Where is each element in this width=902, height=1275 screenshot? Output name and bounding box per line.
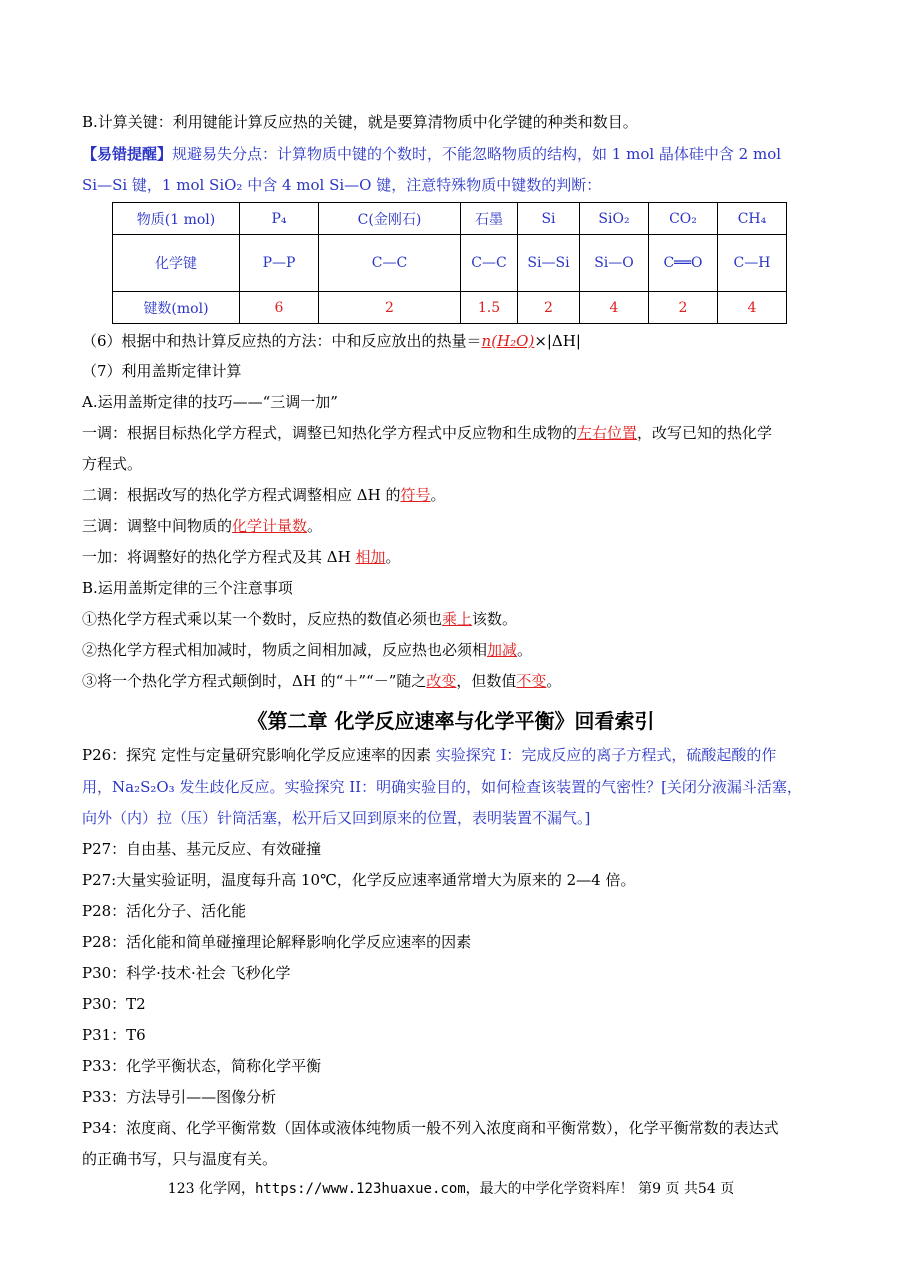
- cell-bond: C—C: [319, 235, 461, 292]
- section-b-calc: B.计算关键：利用键能计算反应热的关键，就是要算清物质中化学键的种类和数目。: [82, 113, 638, 131]
- cell-substance: CO₂: [649, 203, 718, 235]
- note-1-tail: 该数。: [472, 610, 518, 628]
- footer-tail: ，最大的中学化学资料库！ 第9 页 共54 页: [465, 1181, 735, 1197]
- reminder-text-1: 规避易失分点：计算物质中键的个数时，不能忽略物质的结构，如 1 mol 晶体硅中含 2 mol: [172, 145, 782, 163]
- reminder-line-2: Si—Si 键，1 mol SiO₂ 中含 4 mol Si—O 键，注意特殊物质中键数的判断：: [82, 176, 602, 194]
- index-line: P33：化学平衡状态，简称化学平衡: [82, 1057, 322, 1075]
- cell-substance: 石墨: [461, 203, 518, 235]
- table-row-count: [113, 292, 787, 324]
- item-7: （7）利用盖斯定律计算: [82, 362, 242, 380]
- cell-bond: C—H: [718, 235, 787, 292]
- step-2-keyword: 符号: [400, 486, 431, 504]
- index-line: P27:大量实验证明，温度每升高 10℃，化学反应速率通常增大为原来的 2—4 倍。: [82, 871, 636, 889]
- item-6: [82, 330, 581, 351]
- item-6-prefix: （6）根据中和热计算反应热的方法：中和反应放出的热量＝: [82, 332, 482, 350]
- cell-substance: Si: [518, 203, 580, 235]
- p26-line-2: 用，Na₂S₂O₃ 发生歧化反应。实验探究 II：明确实验目的，如何检查该装置的气密性？[关闭分液漏斗活塞，: [82, 778, 802, 796]
- note-2-text: ②热化学方程式相加减时，物质之间相加减，反应热也必须相: [82, 641, 488, 659]
- cell-substance: SiO₂: [580, 203, 649, 235]
- note-3: [82, 670, 561, 691]
- note-3-text: ③将一个热化学方程式颠倒时，ΔH 的“＋”“－”随之: [82, 672, 427, 690]
- index-line: 的正确书写，只与温度有关。: [82, 1150, 278, 1168]
- reminder-line-1: [82, 143, 781, 164]
- cell-count: 2: [518, 292, 580, 324]
- step-4: [82, 546, 400, 567]
- step-1-continued: 方程式。: [82, 455, 143, 473]
- cell-bond: P—P: [240, 235, 319, 292]
- step-3-tail: 。: [307, 517, 323, 535]
- cell-count: 2: [319, 292, 461, 324]
- step-4-tail: 。: [385, 548, 401, 566]
- step-4-text: 一加：将调整好的热化学方程式及其 ΔH: [82, 548, 356, 566]
- reminder-tag: 【易错提醒】: [82, 145, 173, 163]
- note-2-keyword: 加减: [487, 641, 518, 659]
- cell-substance: CH₄: [718, 203, 787, 235]
- step-2: [82, 484, 445, 505]
- step-1-tail: ，改写已知的热化学: [637, 424, 773, 442]
- cell-bond: C—C: [461, 235, 518, 292]
- table-row-bond: [113, 235, 787, 292]
- cell-bond: Si—Si: [518, 235, 580, 292]
- p26-blue-1: 实验探究 I：完成反应的离子方程式，硫酸起酸的作: [430, 746, 777, 764]
- p26-line-3: 向外（内）拉（压）针筒活塞，松开后又回到原来的位置，表明装置不漏气。]: [82, 809, 591, 827]
- index-line: P34：浓度商、化学平衡常数（固体或液体纯物质一般不列入浓度商和平衡常数），化学平衡常数的表达式: [82, 1119, 779, 1137]
- step-1-text: 一调：根据目标热化学方程式，调整已知热化学方程式中反应物和生成物的: [82, 424, 578, 442]
- hess-technique-heading: A.运用盖斯定律的技巧——“三调一加”: [82, 393, 338, 411]
- note-2: [82, 639, 532, 660]
- index-line: P31：T6: [82, 1026, 146, 1044]
- note-1-keyword: 乘上: [442, 610, 473, 628]
- cell-substance: P₄: [240, 203, 319, 235]
- note-3-tail: 。: [546, 672, 562, 690]
- index-line: P30：T2: [82, 995, 146, 1013]
- index-line: P28：活化分子、活化能: [82, 902, 247, 920]
- step-1: [82, 422, 772, 443]
- note-1: [82, 608, 517, 629]
- cell-bond: C══O: [649, 235, 718, 292]
- bond-count-table: [112, 202, 787, 324]
- note-3-keyword: 改变: [426, 672, 457, 690]
- note-2-tail: 。: [517, 641, 533, 659]
- cell-count: 1.5: [461, 292, 518, 324]
- step-2-tail: 。: [430, 486, 446, 504]
- cell-substance: C(金刚石): [319, 203, 461, 235]
- footer-site: 123 化学网，: [167, 1181, 255, 1197]
- cell-count: 2: [649, 292, 718, 324]
- note-3-keyword-2: 不变: [516, 672, 547, 690]
- note-1-text: ①热化学方程式乘以某一个数时，反应热的数值必须也: [82, 610, 443, 628]
- index-line: P27：自由基、基元反应、有效碰撞: [82, 840, 322, 858]
- step-3-text: 三调：调整中间物质的: [82, 517, 233, 535]
- neutralization-formula: n(H₂O): [481, 332, 535, 350]
- cell-count: 4: [718, 292, 787, 324]
- note-3-middle: ，但数值: [456, 672, 517, 690]
- step-3-keyword: 化学计量数: [232, 517, 308, 535]
- chapter-title: 《第二章 化学反应速率与化学平衡》回看索引: [247, 709, 655, 733]
- p26-text: P26：探究 定性与定量研究影响化学反应速率的因素: [82, 746, 431, 764]
- cell-count: 4: [580, 292, 649, 324]
- step-1-keyword: 左右位置: [577, 424, 638, 442]
- table-row-substance: [113, 203, 787, 235]
- index-line: P28：活化能和简单碰撞理论解释影响化学反应速率的因素: [82, 933, 472, 951]
- p26-line-1: [82, 744, 776, 765]
- index-line: P33：方法导引——图像分析: [82, 1088, 277, 1106]
- step-2-text: 二调：根据改写的热化学方程式调整相应 ΔH 的: [82, 486, 401, 504]
- step-3: [82, 515, 322, 536]
- footer-url-link[interactable]: https://www.123huaxue.com: [254, 1181, 466, 1197]
- index-line: P30：科学·技术·社会 飞秒化学: [82, 964, 291, 982]
- page-footer: [0, 1178, 902, 1198]
- cell-count: 6: [240, 292, 319, 324]
- step-4-keyword: 相加: [355, 548, 386, 566]
- hess-notes-heading: B.运用盖斯定律的三个注意事项: [82, 579, 293, 597]
- cell-bond: Si—O: [580, 235, 649, 292]
- item-6-suffix: ×|ΔH|: [534, 332, 581, 350]
- row-label-substance: 物质(1 mol): [113, 203, 240, 235]
- row-label-bond: 化学键: [113, 235, 240, 292]
- row-label-count: 键数(mol): [113, 292, 240, 324]
